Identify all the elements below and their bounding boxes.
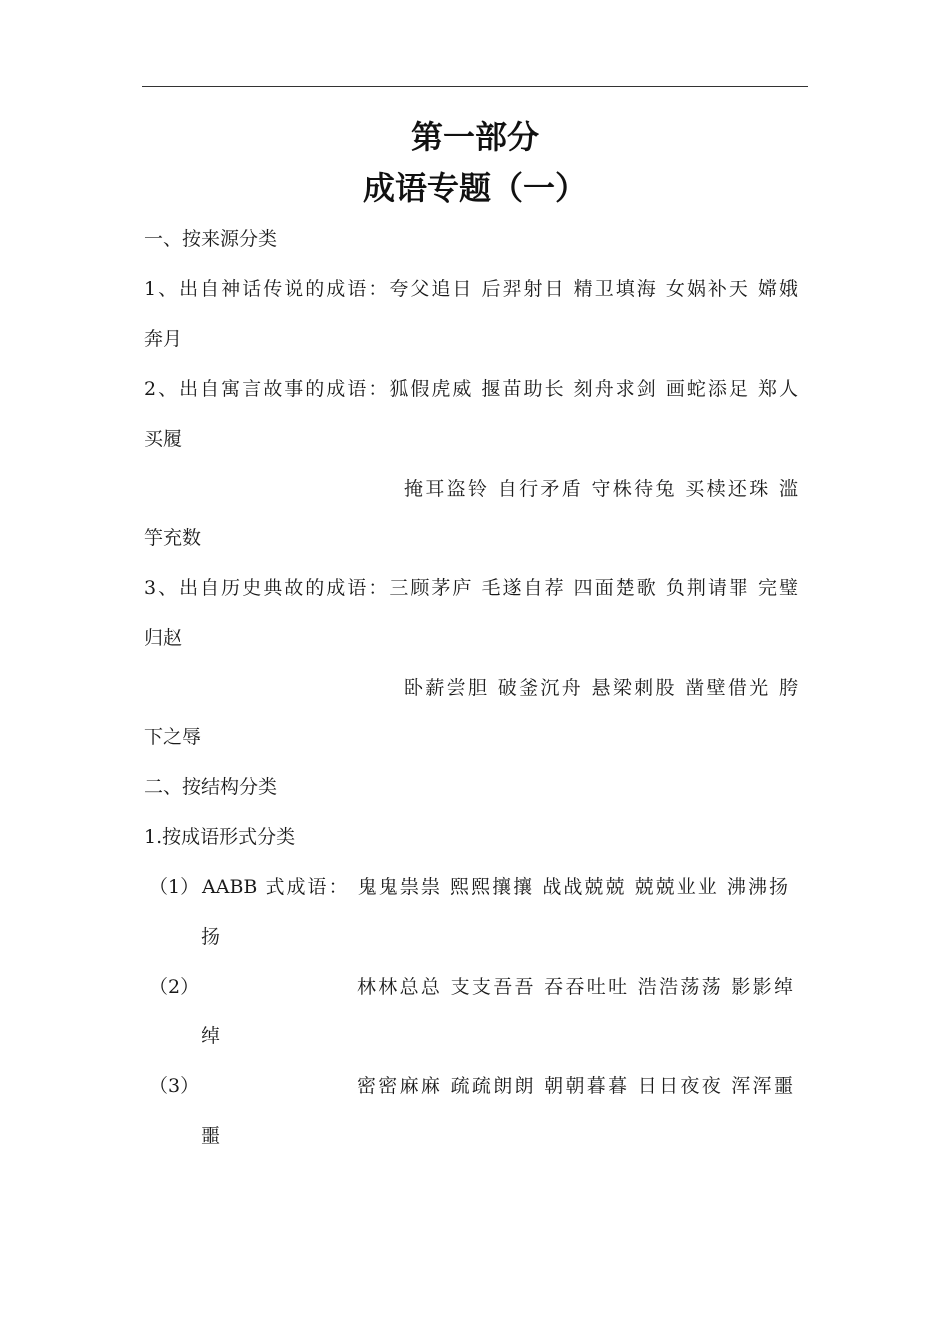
item-history-continuation: 归赵 [144, 627, 183, 649]
subitem-2-content: 林林总总 支支吾吾 吞吞吐吐 浩浩荡荡 影影绰 [357, 976, 793, 998]
item-history-line: 3、出自历史典故的成语：三顾茅庐 毛遂自荐 四面楚歌 负荆请罪 完璧 [144, 577, 798, 599]
subitem-1-content: AABB 式成语： 鬼鬼祟祟 熙熙攘攘 战战兢兢 兢兢业业 沸沸扬 [202, 876, 788, 898]
item-fable-extra: 掩耳盗铃 自行矛盾 守株待兔 买椟还珠 滥 [404, 478, 798, 500]
subitem-3-label: （3） [149, 1075, 200, 1097]
subitem-2-continuation: 绰 [201, 1025, 221, 1047]
header-rule [142, 86, 808, 87]
topic-title: 成语专题（一） [362, 169, 587, 207]
subsection-heading-form: 1.按成语形式分类 [144, 826, 296, 848]
section-heading-structure: 二、按结构分类 [144, 776, 278, 798]
section-heading-source: 一、按来源分类 [144, 228, 278, 250]
item-fable-continuation: 买履 [144, 428, 183, 450]
part-title: 第一部分 [410, 118, 539, 156]
item-fable-extra-continuation: 竽充数 [144, 527, 202, 549]
subitem-3-content: 密密麻麻 疏疏朗朗 朝朝暮暮 日日夜夜 浑浑噩 [357, 1075, 793, 1097]
subitem-1-label: （1） [149, 876, 200, 898]
item-fable-line: 2、出自寓言故事的成语：狐假虎威 揠苗助长 刻舟求剑 画蛇添足 郑人 [144, 378, 798, 400]
item-history-extra-continuation: 下之辱 [144, 726, 202, 748]
item-myth-line: 1、出自神话传说的成语：夸父追日 后羿射日 精卫填海 女娲补天 嫦娥 [144, 278, 798, 300]
subitem-1-continuation: 扬 [201, 926, 221, 948]
subitem-2-label: （2） [149, 976, 200, 998]
item-history-extra: 卧薪尝胆 破釜沉舟 悬梁刺股 凿壁借光 胯 [404, 677, 798, 699]
subitem-3-continuation: 噩 [201, 1125, 221, 1147]
item-myth-continuation: 奔月 [144, 328, 183, 350]
